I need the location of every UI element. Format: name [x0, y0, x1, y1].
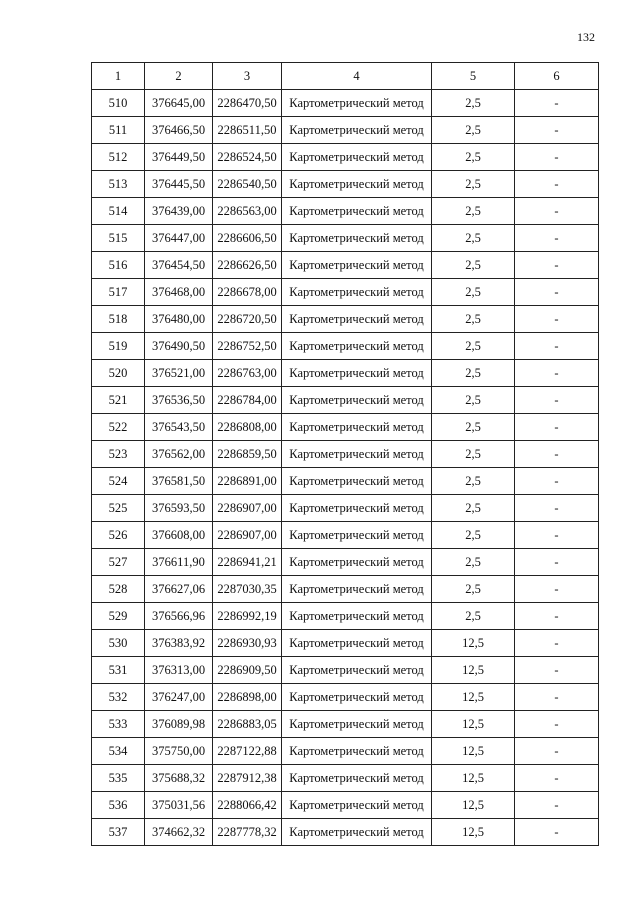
x-coordinate-cell: 376543,50: [145, 414, 213, 441]
point-number-cell: 515: [92, 225, 145, 252]
accuracy-cell: 2,5: [432, 576, 515, 603]
accuracy-cell: 2,5: [432, 360, 515, 387]
method-cell: Картометрический метод: [282, 819, 432, 846]
point-number-cell: 526: [92, 522, 145, 549]
page-number: 132: [577, 30, 595, 44]
point-number-cell: 521: [92, 387, 145, 414]
x-coordinate-cell: 376608,00: [145, 522, 213, 549]
point-number-cell: 514: [92, 198, 145, 225]
y-coordinate-cell: 2286678,00: [213, 279, 282, 306]
method-cell: Картометрический метод: [282, 549, 432, 576]
point-number-cell: 512: [92, 144, 145, 171]
accuracy-cell: 2,5: [432, 306, 515, 333]
y-coordinate-cell: 2286891,00: [213, 468, 282, 495]
note-cell: -: [515, 90, 599, 117]
x-coordinate-cell: 376247,00: [145, 684, 213, 711]
accuracy-cell: 2,5: [432, 144, 515, 171]
accuracy-cell: 2,5: [432, 549, 515, 576]
y-coordinate-cell: 2286763,00: [213, 360, 282, 387]
method-cell: Картометрический метод: [282, 468, 432, 495]
accuracy-cell: 2,5: [432, 198, 515, 225]
note-cell: -: [515, 684, 599, 711]
y-coordinate-cell: 2286808,00: [213, 414, 282, 441]
x-coordinate-cell: 376383,92: [145, 630, 213, 657]
x-coordinate-cell: 374662,32: [145, 819, 213, 846]
method-cell: Картометрический метод: [282, 90, 432, 117]
y-coordinate-cell: 2287030,35: [213, 576, 282, 603]
note-cell: -: [515, 171, 599, 198]
point-number-cell: 531: [92, 657, 145, 684]
x-coordinate-cell: 376447,00: [145, 225, 213, 252]
note-cell: -: [515, 819, 599, 846]
accuracy-cell: 2,5: [432, 117, 515, 144]
table-row: [92, 360, 599, 387]
y-coordinate-cell: 2286524,50: [213, 144, 282, 171]
method-cell: Картометрический метод: [282, 306, 432, 333]
accuracy-cell: 12,5: [432, 819, 515, 846]
x-coordinate-cell: 376627,06: [145, 576, 213, 603]
table-row: [92, 603, 599, 630]
x-coordinate-cell: 375688,32: [145, 765, 213, 792]
accuracy-cell: 2,5: [432, 90, 515, 117]
method-cell: Картометрический метод: [282, 225, 432, 252]
x-coordinate-cell: 376454,50: [145, 252, 213, 279]
y-coordinate-cell: 2288066,42: [213, 792, 282, 819]
x-coordinate-cell: 376581,50: [145, 468, 213, 495]
point-number-cell: 518: [92, 306, 145, 333]
method-cell: Картометрический метод: [282, 360, 432, 387]
method-cell: Картометрический метод: [282, 117, 432, 144]
accuracy-cell: 12,5: [432, 738, 515, 765]
accuracy-cell: 12,5: [432, 684, 515, 711]
coordinates-table: [91, 62, 599, 846]
accuracy-cell: 2,5: [432, 252, 515, 279]
note-cell: -: [515, 657, 599, 684]
accuracy-cell: 12,5: [432, 765, 515, 792]
table-row: [92, 279, 599, 306]
y-coordinate-cell: 2286720,50: [213, 306, 282, 333]
table-row: [92, 630, 599, 657]
accuracy-cell: 2,5: [432, 603, 515, 630]
table-row: [92, 306, 599, 333]
accuracy-cell: 2,5: [432, 495, 515, 522]
x-coordinate-cell: 376536,50: [145, 387, 213, 414]
method-cell: Картометрический метод: [282, 333, 432, 360]
column-header: 5: [432, 63, 515, 90]
table-row: [92, 522, 599, 549]
point-number-cell: 532: [92, 684, 145, 711]
table-body: [92, 90, 599, 846]
x-coordinate-cell: 376466,50: [145, 117, 213, 144]
method-cell: Картометрический метод: [282, 711, 432, 738]
point-number-cell: 537: [92, 819, 145, 846]
note-cell: -: [515, 792, 599, 819]
x-coordinate-cell: 376445,50: [145, 171, 213, 198]
note-cell: -: [515, 279, 599, 306]
point-number-cell: 536: [92, 792, 145, 819]
note-cell: -: [515, 252, 599, 279]
note-cell: -: [515, 549, 599, 576]
table-row: [92, 684, 599, 711]
accuracy-cell: 12,5: [432, 792, 515, 819]
point-number-cell: 529: [92, 603, 145, 630]
method-cell: Картометрический метод: [282, 198, 432, 225]
accuracy-cell: 2,5: [432, 522, 515, 549]
note-cell: -: [515, 576, 599, 603]
note-cell: -: [515, 198, 599, 225]
note-cell: -: [515, 468, 599, 495]
method-cell: Картометрический метод: [282, 387, 432, 414]
accuracy-cell: 2,5: [432, 414, 515, 441]
table-row: [92, 225, 599, 252]
note-cell: -: [515, 333, 599, 360]
table-row: [92, 198, 599, 225]
x-coordinate-cell: 376449,50: [145, 144, 213, 171]
column-header: 3: [213, 63, 282, 90]
y-coordinate-cell: 2286626,50: [213, 252, 282, 279]
point-number-cell: 528: [92, 576, 145, 603]
x-coordinate-cell: 376611,90: [145, 549, 213, 576]
table-row: [92, 333, 599, 360]
y-coordinate-cell: 2287122,88: [213, 738, 282, 765]
point-number-cell: 522: [92, 414, 145, 441]
y-coordinate-cell: 2286883,05: [213, 711, 282, 738]
table-row: [92, 576, 599, 603]
y-coordinate-cell: 2286563,00: [213, 198, 282, 225]
point-number-cell: 519: [92, 333, 145, 360]
accuracy-cell: 12,5: [432, 711, 515, 738]
accuracy-cell: 2,5: [432, 171, 515, 198]
point-number-cell: 510: [92, 90, 145, 117]
y-coordinate-cell: 2286941,21: [213, 549, 282, 576]
point-number-cell: 535: [92, 765, 145, 792]
method-cell: Картометрический метод: [282, 279, 432, 306]
accuracy-cell: 12,5: [432, 657, 515, 684]
method-cell: Картометрический метод: [282, 414, 432, 441]
x-coordinate-cell: 376480,00: [145, 306, 213, 333]
note-cell: -: [515, 225, 599, 252]
point-number-cell: 527: [92, 549, 145, 576]
y-coordinate-cell: 2286540,50: [213, 171, 282, 198]
accuracy-cell: 2,5: [432, 468, 515, 495]
y-coordinate-cell: 2287912,38: [213, 765, 282, 792]
table-row: [92, 117, 599, 144]
y-coordinate-cell: 2286511,50: [213, 117, 282, 144]
method-cell: Картометрический метод: [282, 144, 432, 171]
method-cell: Картометрический метод: [282, 765, 432, 792]
point-number-cell: 513: [92, 171, 145, 198]
x-coordinate-cell: 375750,00: [145, 738, 213, 765]
point-number-cell: 533: [92, 711, 145, 738]
method-cell: Картометрический метод: [282, 603, 432, 630]
x-coordinate-cell: 376593,50: [145, 495, 213, 522]
y-coordinate-cell: 2286930,93: [213, 630, 282, 657]
table-header-row: [92, 63, 599, 90]
note-cell: -: [515, 711, 599, 738]
y-coordinate-cell: 2286992,19: [213, 603, 282, 630]
table-row: [92, 90, 599, 117]
y-coordinate-cell: 2286784,00: [213, 387, 282, 414]
point-number-cell: 530: [92, 630, 145, 657]
table-row: [92, 711, 599, 738]
table-row: [92, 738, 599, 765]
method-cell: Картометрический метод: [282, 738, 432, 765]
table-row: [92, 819, 599, 846]
y-coordinate-cell: 2286859,50: [213, 441, 282, 468]
method-cell: Картометрический метод: [282, 252, 432, 279]
accuracy-cell: 2,5: [432, 387, 515, 414]
note-cell: -: [515, 117, 599, 144]
y-coordinate-cell: 2286898,00: [213, 684, 282, 711]
table-row: [92, 495, 599, 522]
point-number-cell: 524: [92, 468, 145, 495]
y-coordinate-cell: 2286606,50: [213, 225, 282, 252]
x-coordinate-cell: 376490,50: [145, 333, 213, 360]
note-cell: -: [515, 603, 599, 630]
method-cell: Картометрический метод: [282, 630, 432, 657]
x-coordinate-cell: 375031,56: [145, 792, 213, 819]
method-cell: Картометрический метод: [282, 441, 432, 468]
y-coordinate-cell: 2286907,00: [213, 522, 282, 549]
column-header: 1: [92, 63, 145, 90]
x-coordinate-cell: 376089,98: [145, 711, 213, 738]
y-coordinate-cell: 2286907,00: [213, 495, 282, 522]
table-row: [92, 657, 599, 684]
x-coordinate-cell: 376439,00: [145, 198, 213, 225]
method-cell: Картометрический метод: [282, 171, 432, 198]
note-cell: -: [515, 144, 599, 171]
note-cell: -: [515, 522, 599, 549]
y-coordinate-cell: 2286909,50: [213, 657, 282, 684]
note-cell: -: [515, 441, 599, 468]
accuracy-cell: 2,5: [432, 333, 515, 360]
x-coordinate-cell: 376313,00: [145, 657, 213, 684]
y-coordinate-cell: 2286470,50: [213, 90, 282, 117]
method-cell: Картометрический метод: [282, 495, 432, 522]
table-row: [92, 468, 599, 495]
table-row: [92, 549, 599, 576]
x-coordinate-cell: 376566,96: [145, 603, 213, 630]
note-cell: -: [515, 765, 599, 792]
method-cell: Картометрический метод: [282, 576, 432, 603]
point-number-cell: 523: [92, 441, 145, 468]
x-coordinate-cell: 376521,00: [145, 360, 213, 387]
table-row: [92, 252, 599, 279]
x-coordinate-cell: 376645,00: [145, 90, 213, 117]
point-number-cell: 516: [92, 252, 145, 279]
column-header: 2: [145, 63, 213, 90]
table-row: [92, 792, 599, 819]
point-number-cell: 534: [92, 738, 145, 765]
note-cell: -: [515, 360, 599, 387]
table-row: [92, 414, 599, 441]
method-cell: Картометрический метод: [282, 657, 432, 684]
table-row: [92, 441, 599, 468]
point-number-cell: 525: [92, 495, 145, 522]
method-cell: Картометрический метод: [282, 684, 432, 711]
note-cell: -: [515, 387, 599, 414]
note-cell: -: [515, 630, 599, 657]
column-header: 6: [515, 63, 599, 90]
column-header: 4: [282, 63, 432, 90]
table-row: [92, 387, 599, 414]
accuracy-cell: 2,5: [432, 279, 515, 306]
y-coordinate-cell: 2287778,32: [213, 819, 282, 846]
method-cell: Картометрический метод: [282, 522, 432, 549]
accuracy-cell: 12,5: [432, 630, 515, 657]
note-cell: -: [515, 495, 599, 522]
point-number-cell: 520: [92, 360, 145, 387]
x-coordinate-cell: 376468,00: [145, 279, 213, 306]
table-row: [92, 765, 599, 792]
note-cell: -: [515, 414, 599, 441]
point-number-cell: 511: [92, 117, 145, 144]
note-cell: -: [515, 738, 599, 765]
accuracy-cell: 2,5: [432, 441, 515, 468]
accuracy-cell: 2,5: [432, 225, 515, 252]
table-row: [92, 171, 599, 198]
y-coordinate-cell: 2286752,50: [213, 333, 282, 360]
point-number-cell: 517: [92, 279, 145, 306]
x-coordinate-cell: 376562,00: [145, 441, 213, 468]
note-cell: -: [515, 306, 599, 333]
table-row: [92, 144, 599, 171]
method-cell: Картометрический метод: [282, 792, 432, 819]
